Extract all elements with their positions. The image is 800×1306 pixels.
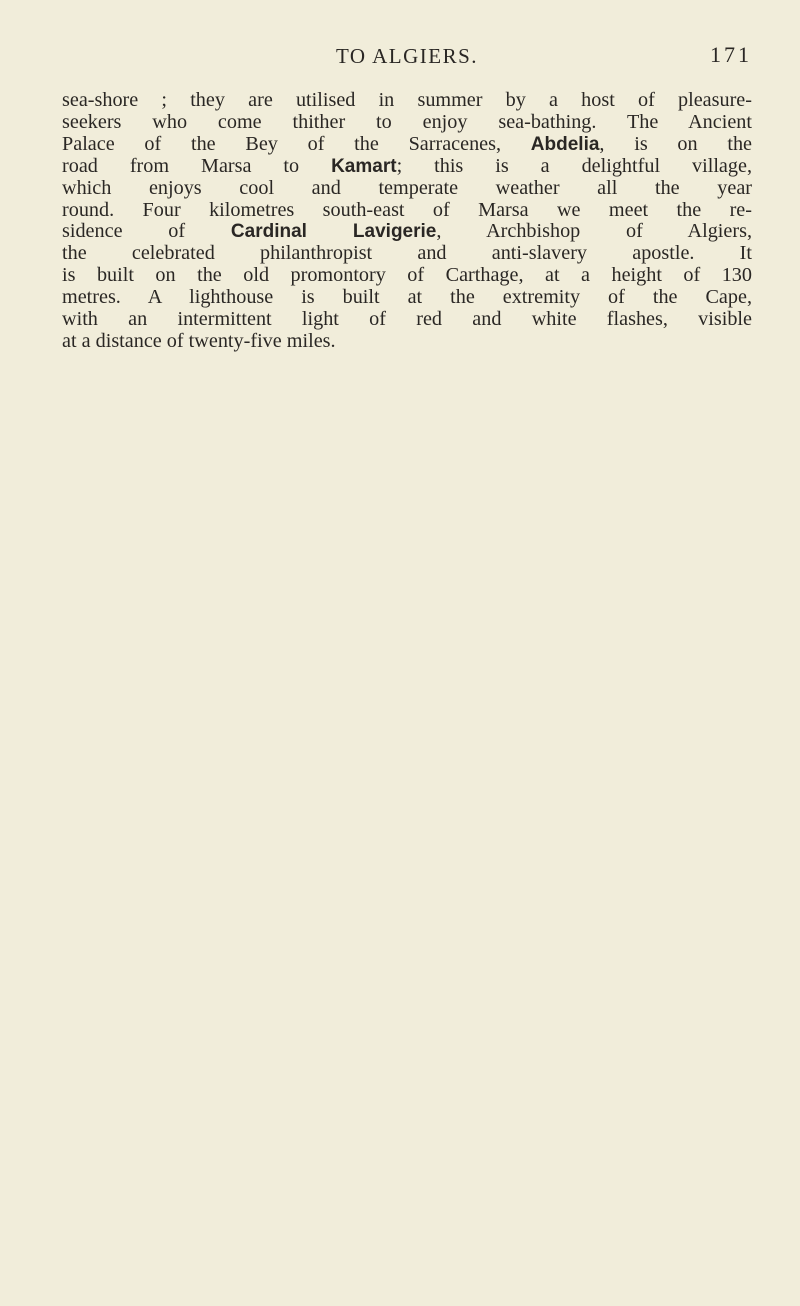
text-line: the celebrated philanthropist and anti-slavery apostle. It <box>62 242 752 265</box>
running-head <box>62 44 752 74</box>
person-name-lavigerie: Cardinal Lavigerie <box>230 221 437 243</box>
place-name-abdelia: Abdelia <box>530 133 600 155</box>
text-line: with an intermittent light of red and white flashes, visible <box>62 308 752 331</box>
text-line: sea-shore ; they are utilised in summer by a host of pleasure- <box>62 89 752 111</box>
text-line: metres. A lighthouse is built at the extremity of the Cape, <box>62 286 752 309</box>
running-title: TO ALGIERS. <box>335 44 479 68</box>
place-name-kamart: Kamart <box>331 155 397 177</box>
text-line: sidence of Cardinal Lavigerie, Archbishop of Algiers, <box>62 220 753 243</box>
body-paragraph <box>62 90 752 353</box>
text-line: which enjoys cool and temperate weather all the year <box>62 176 752 199</box>
text-line: Palace of the Bey of the Sarracenes, Abdelia, is on the <box>62 132 752 155</box>
text-line: road from Marsa to Kamart; this is a delightful village, <box>62 154 752 177</box>
text-line: round. Four kilometres south-east of Marsa we meet the re- <box>62 198 752 221</box>
text-line: is built on the old promontory of Carthage, at a height of 130 <box>62 264 752 287</box>
text-line: seekers who come thither to enjoy sea-bathing. The Ancient <box>62 110 752 133</box>
text-line: at a distance of twenty-five miles. <box>62 329 336 352</box>
page-number: 171 <box>710 42 752 67</box>
